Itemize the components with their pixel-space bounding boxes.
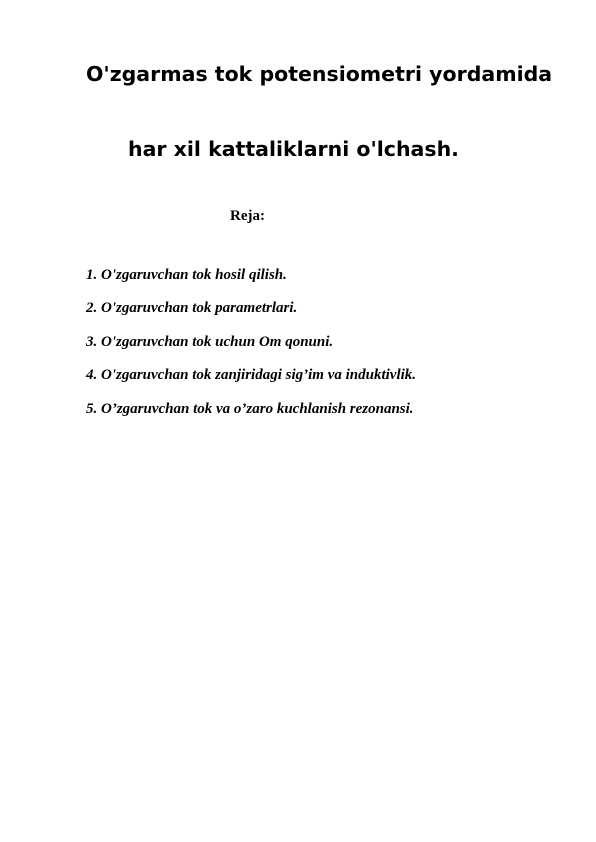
plan-item: 1. O'zgaruvchan tok hosil qilish. xyxy=(86,267,287,283)
plan-item: 4. O'zgaruvchan tok zanjiridagi sig’im va induktivlik. xyxy=(86,367,417,384)
plan-heading: Reja: xyxy=(230,208,265,224)
document-title-line-2: har xil kattaliklarni o'lchash. xyxy=(128,137,459,161)
plan-item: 3. O'zgaruvchan tok uchun Om qonuni. xyxy=(86,333,334,350)
plan-item: 5. O’zgaruvchan tok va o’zaro kuchlanish rezonansi. xyxy=(86,400,414,417)
document-title-line-1: O'zgarmas tok potensiometri yordamida xyxy=(86,62,553,86)
plan-item: 2. O'zgaruvchan tok parametrlari. xyxy=(86,300,298,317)
plan-list xyxy=(86,268,416,435)
